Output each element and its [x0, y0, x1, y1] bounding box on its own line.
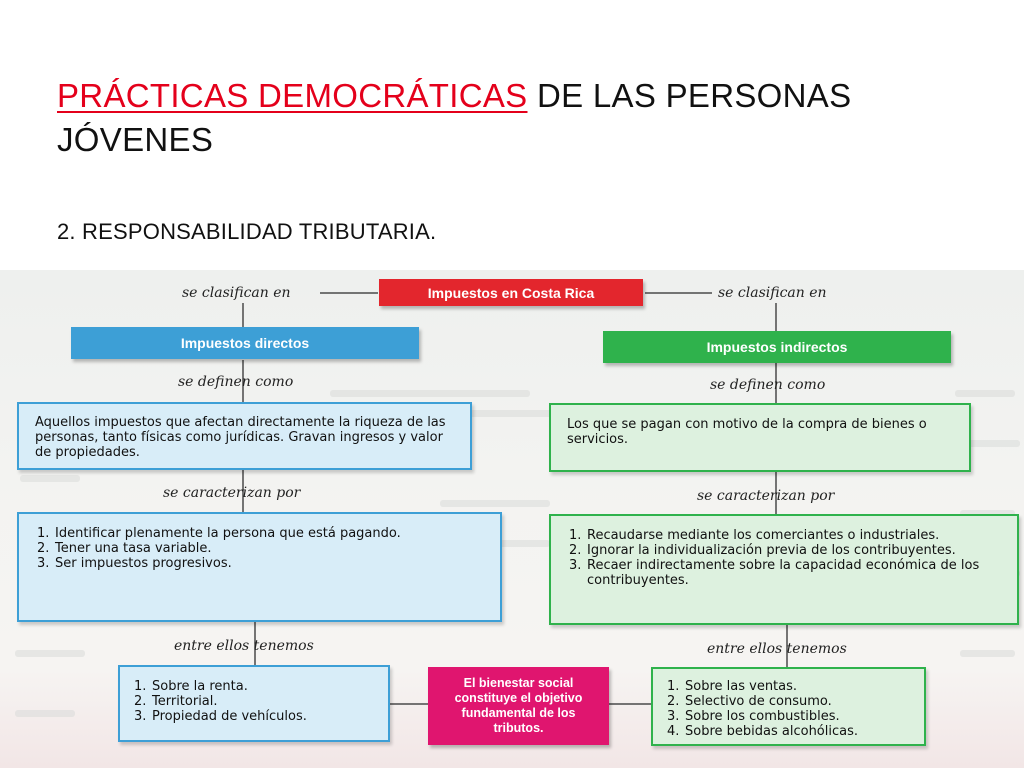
connector-defined-right: se definen como: [710, 377, 826, 393]
direct-characteristics-list: [37, 526, 486, 571]
direct-examples-list: [134, 679, 378, 724]
list-item: 2. Territorial.: [134, 694, 218, 709]
connector-classified-left: se clasifican en: [182, 285, 291, 301]
title-line2: JÓVENES: [57, 121, 214, 158]
connector-defined-left: se definen como: [178, 374, 294, 390]
list-item: 3. Propiedad de vehículos.: [134, 709, 307, 724]
indirect-taxes-label: Impuestos indirectos: [706, 339, 848, 355]
list-item: 3. Sobre los combustibles.: [667, 709, 840, 724]
indirect-characteristics-box: [549, 514, 1019, 625]
title-rest: DE LAS PERSONAS: [527, 77, 852, 114]
indirect-taxes-header: [603, 331, 951, 363]
connector-characterized-left: se caracterizan por: [163, 485, 301, 501]
indirect-characteristics-list: [569, 528, 1003, 588]
direct-taxes-header: [71, 327, 419, 359]
connector-classified-right: se clasifican en: [718, 285, 827, 301]
root-node-label: Impuestos en Costa Rica: [427, 284, 595, 301]
indirect-definition-box: [549, 403, 971, 472]
list-item: 3. Ser impuestos progresivos.: [37, 556, 232, 571]
list-item: 2. Ignorar la individualización previa de los contribuyentes.: [569, 543, 956, 558]
direct-definition-box: [17, 402, 472, 470]
root-node-taxes-costa-rica: [379, 279, 643, 306]
list-item: 3. Recaer indirectamente sobre la capacidad económica de los contribuyentes.: [569, 558, 980, 588]
connector-examples-right: entre ellos tenemos: [707, 641, 847, 657]
indirect-examples-list: [667, 679, 914, 739]
connector-characterized-right: se caracterizan por: [697, 488, 835, 504]
indirect-examples-box: [651, 667, 926, 746]
list-item: 1. Sobre las ventas.: [667, 679, 798, 694]
list-item: 1. Recaudarse mediante los comerciantes o industriales.: [569, 528, 940, 543]
direct-characteristics-box: [17, 512, 502, 622]
list-item: 4. Sobre bebidas alcohólicas.: [667, 724, 858, 739]
social-welfare-text: El bienestar social constituye el objetivo fundamental de los tributos.: [454, 676, 583, 735]
list-item: 1. Identificar plenamente la persona que está pagando.: [37, 526, 401, 541]
connector-examples-left: entre ellos tenemos: [174, 638, 314, 654]
direct-definition-text: Aquellos impuestos que afectan directamente la riqueza de las personas, tanto físicas como jurídicas. Gravan ingresos y valor de propiedades.: [35, 415, 446, 460]
section-subtitle: 2. RESPONSABILIDAD TRIBUTARIA.: [57, 219, 437, 244]
list-item: 2. Tener una tasa variable.: [37, 541, 212, 556]
direct-taxes-label: Impuestos directos: [180, 335, 310, 351]
title-highlight: PRÁCTICAS DEMOCRÁTICAS: [57, 77, 528, 114]
indirect-definition-text: Los que se pagan con motivo de la compra de bienes o servicios.: [567, 417, 927, 447]
direct-examples-box: [118, 665, 390, 742]
social-welfare-note: [428, 667, 609, 745]
list-item: 1. Sobre la renta.: [134, 679, 248, 694]
list-item: 2. Selectivo de consumo.: [667, 694, 832, 709]
